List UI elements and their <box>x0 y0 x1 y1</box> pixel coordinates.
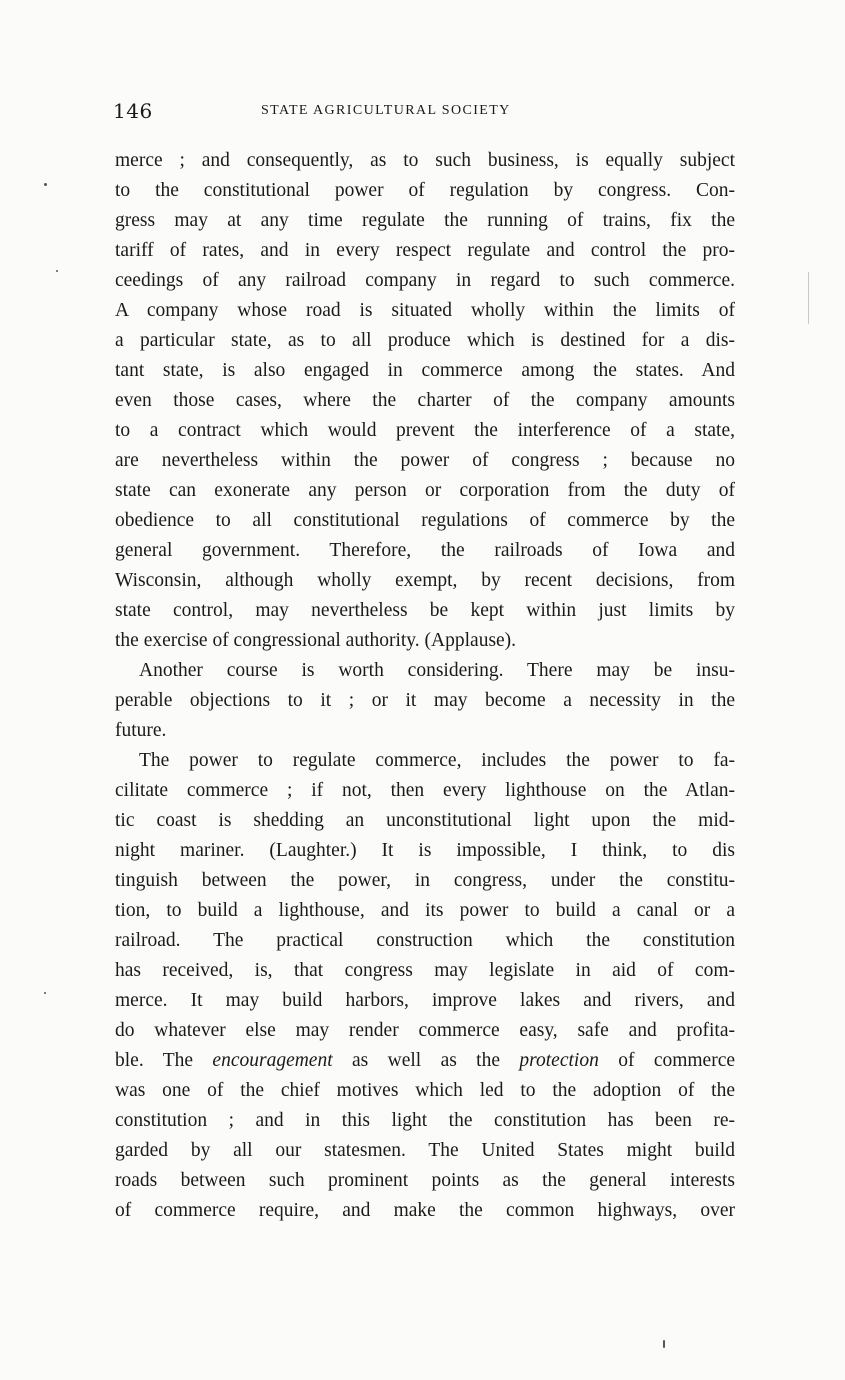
running-head: STATE AGRICULTURAL SOCIETY <box>261 103 511 118</box>
text-line: tariff of rates, and in every respect regulate and control the pro- <box>115 240 735 261</box>
text-line: state can exonerate any person or corporation from the duty of <box>115 480 735 501</box>
text-line: merce. It may build harbors, improve lakes and rivers, and <box>115 990 735 1011</box>
text-line: railroad. The practical construction which the constitution <box>115 930 735 951</box>
text-fragment: ble. The <box>115 1050 194 1071</box>
scan-speck <box>44 992 46 994</box>
text-line: cilitate commerce ; if not, then every lighthouse on the Atlan- <box>115 780 735 801</box>
text-line: tic coast is shedding an unconstitutional light upon the mid- <box>115 810 735 831</box>
text-line: Wisconsin, although wholly exempt, by recent decisions, from <box>115 570 735 591</box>
text-line: to the constitutional power of regulation by congress. Con- <box>115 180 735 201</box>
text-line: roads between such prominent points as the general interests <box>115 1170 735 1191</box>
text-line: even those cases, where the charter of the company amounts <box>115 390 735 411</box>
text-line: to a contract which would prevent the interference of a state, <box>115 420 735 441</box>
scan-speck <box>44 183 47 186</box>
text-line: tinguish between the power, in congress, under the constitu- <box>115 870 735 891</box>
text-line: The power to regulate commerce, includes the power to fa- <box>139 750 735 771</box>
scan-speck <box>663 1340 665 1348</box>
scan-margin-line <box>808 272 809 324</box>
scan-speck <box>56 270 58 272</box>
text-line: constitution ; and in this light the constitution has been re- <box>115 1110 735 1131</box>
text-line: do whatever else may render commerce easy, safe and profita- <box>115 1020 735 1041</box>
text-line: ceedings of any railroad company in regard to such commerce. <box>115 270 735 291</box>
text-line: A company whose road is situated wholly within the limits of <box>115 300 735 321</box>
text-fragment: as well as the <box>352 1050 501 1071</box>
text-line: has received, is, that congress may legislate in aid of com- <box>115 960 735 981</box>
text-line: state control, may nevertheless be kept within just limits by <box>115 600 735 621</box>
emphasis-encouragement: encouragement <box>212 1050 333 1071</box>
text-line: garded by all our statesmen. The United States might build <box>115 1140 735 1161</box>
text-line: night mariner. (Laughter.) It is impossible, I think, to dis <box>115 840 735 861</box>
text-fragment: of commerce <box>618 1050 736 1071</box>
text-line: tion, to build a lighthouse, and its power to build a canal or a <box>115 900 735 921</box>
text-line: perable objections to it ; or it may become a necessity in the <box>115 690 735 711</box>
text-line: obedience to all constitutional regulations of commerce by the <box>115 510 735 531</box>
text-line-emphasis <box>115 1046 735 1076</box>
text-line: a particular state, as to all produce which is destined for a dis- <box>115 330 735 351</box>
text-line: tant state, is also engaged in commerce among the states. And <box>115 360 735 381</box>
body-text <box>115 146 735 1226</box>
text-line: are nevertheless within the power of congress ; because no <box>115 450 735 471</box>
page-number: 146 <box>113 99 153 123</box>
text-line: the exercise of congressional authority. (Applause). <box>115 630 517 651</box>
text-line: was one of the chief motives which led to the adoption of the <box>115 1080 735 1101</box>
page-header <box>113 99 733 125</box>
text-line: gress may at any time regulate the running of trains, fix the <box>115 210 735 231</box>
text-line: of commerce require, and make the common highways, over <box>115 1200 735 1221</box>
text-line: future. <box>115 720 167 741</box>
emphasis-protection: protection <box>519 1050 599 1071</box>
text-line: Another course is worth considering. There may be insu- <box>139 660 735 681</box>
text-line: merce ; and consequently, as to such business, is equally subject <box>115 150 735 171</box>
text-line: general government. Therefore, the railroads of Iowa and <box>115 540 735 561</box>
